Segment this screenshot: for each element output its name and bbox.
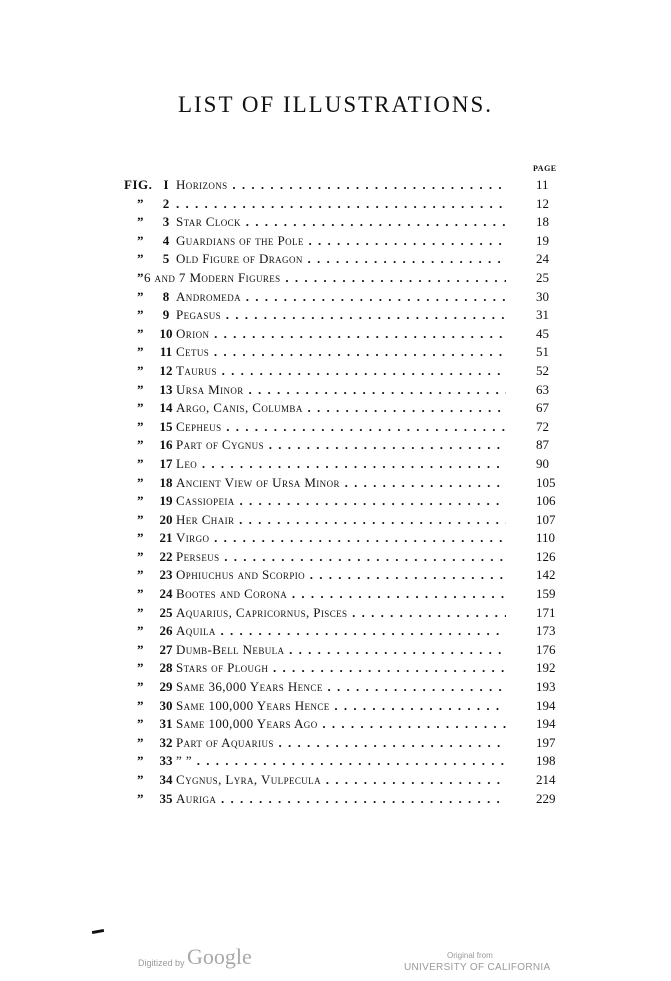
figure-title: Cygnus, Lyra, Vulpecula . . . bbox=[176, 771, 506, 790]
figure-number: 16 bbox=[159, 437, 173, 453]
ditto-mark: ” bbox=[137, 660, 144, 676]
ditto-mark: ” bbox=[137, 679, 144, 695]
figure-number: 33 bbox=[159, 753, 173, 769]
figure-title: Old Figure of Dragon . . . bbox=[176, 250, 506, 269]
ditto-mark: ” bbox=[137, 493, 144, 509]
page-number: 87 bbox=[536, 437, 549, 453]
page-number: 72 bbox=[536, 418, 549, 434]
page-number: 110 bbox=[536, 530, 556, 546]
list-item bbox=[124, 566, 564, 585]
ditto-mark: ” bbox=[137, 586, 144, 602]
ditto-mark: ” bbox=[137, 325, 144, 341]
list-item bbox=[124, 752, 564, 771]
ditto-mark: ” bbox=[137, 604, 144, 620]
figure-number: 2 bbox=[162, 195, 170, 211]
figure-number: 23 bbox=[159, 567, 173, 583]
list-item bbox=[124, 659, 564, 678]
ditto-mark: ” bbox=[137, 734, 144, 750]
figure-number: 10 bbox=[159, 325, 173, 341]
page-number: 67 bbox=[536, 400, 549, 416]
figure-title: Aquila . . . bbox=[176, 622, 506, 641]
page-number: 63 bbox=[536, 381, 549, 397]
figure-title: Cassiopeia . . . bbox=[176, 492, 506, 511]
figure-title: 6 and 7 Modern Figures . . . bbox=[144, 269, 506, 288]
page-number: 192 bbox=[536, 660, 556, 676]
figure-title: Horizons . . . bbox=[176, 176, 506, 195]
ditto-mark: ” bbox=[137, 307, 144, 323]
figure-number: 28 bbox=[159, 660, 173, 676]
ditto-mark: ” bbox=[137, 530, 144, 546]
list-item bbox=[124, 362, 564, 381]
list-item bbox=[124, 343, 564, 362]
list-item bbox=[124, 678, 564, 697]
university-label: UNIVERSITY OF CALIFORNIA bbox=[404, 962, 551, 973]
ditto-mark: ” bbox=[137, 437, 144, 453]
figure-number: 29 bbox=[159, 679, 173, 695]
page-number: 126 bbox=[536, 548, 556, 564]
figure-title: Ophiuchus and Scorpio . . . bbox=[176, 566, 506, 585]
page-number: 90 bbox=[536, 455, 549, 471]
figure-title: Auriga . . . bbox=[176, 790, 506, 809]
list-item bbox=[124, 232, 564, 251]
figure-title: Her Chair . . . bbox=[176, 511, 506, 530]
original-from-label: Original from bbox=[447, 951, 493, 960]
list-item bbox=[124, 511, 564, 530]
figure-title: ” ” . . . bbox=[176, 752, 506, 771]
ditto-mark: ” bbox=[137, 362, 144, 378]
figure-number: 21 bbox=[159, 530, 173, 546]
page-number: 159 bbox=[536, 586, 556, 602]
figure-title: Guardians of the Pole . . . bbox=[176, 232, 506, 251]
figure-title: Ursa Minor . . . bbox=[176, 381, 506, 400]
figure-number: 15 bbox=[159, 418, 173, 434]
figure-title: Taurus . . . bbox=[176, 362, 506, 381]
figure-title: Andromeda . . . bbox=[176, 288, 506, 307]
figure-number: 27 bbox=[159, 641, 173, 657]
list-item bbox=[124, 585, 564, 604]
page-number: 12 bbox=[536, 195, 549, 211]
ditto-mark: ” bbox=[137, 790, 144, 806]
ditto-mark: ” bbox=[137, 400, 144, 416]
figure-number: 9 bbox=[162, 307, 170, 323]
page-number: 176 bbox=[536, 641, 556, 657]
page-number: 197 bbox=[536, 734, 556, 750]
list-item bbox=[124, 288, 564, 307]
page-number: 52 bbox=[536, 362, 549, 378]
figure-title: Orion . . . bbox=[176, 325, 506, 344]
figure-title: Star Clock . . . bbox=[176, 213, 506, 232]
list-item bbox=[124, 381, 564, 400]
list-item bbox=[124, 622, 564, 641]
ditto-mark: ” bbox=[137, 344, 144, 360]
figure-title: Cepheus . . . bbox=[176, 418, 506, 437]
figure-number: 20 bbox=[159, 511, 173, 527]
page-number: 142 bbox=[536, 567, 556, 583]
figure-title: Perseus . . . bbox=[176, 548, 506, 567]
figure-number: 3 bbox=[162, 214, 170, 230]
page-number: 173 bbox=[536, 623, 556, 639]
figure-number: 25 bbox=[159, 604, 173, 620]
figure-number: 30 bbox=[159, 697, 173, 713]
list-item bbox=[124, 436, 564, 455]
page-number: 214 bbox=[536, 772, 556, 787]
list-item bbox=[124, 474, 564, 493]
page-number: 194 bbox=[536, 697, 556, 713]
figure-title: Same 100,000 Years Ago . . . bbox=[176, 715, 506, 734]
figure-title: Stars of Plough . . . bbox=[176, 659, 506, 678]
list-item bbox=[124, 195, 564, 214]
figure-title bbox=[176, 195, 506, 214]
ditto-mark: ” bbox=[137, 381, 144, 397]
list-item bbox=[124, 641, 564, 660]
page-title: LIST OF ILLUSTRATIONS. bbox=[177, 92, 494, 117]
list-item bbox=[124, 734, 564, 753]
fig-label: FIG. bbox=[124, 177, 153, 192]
figure-title: Leo . . . bbox=[176, 455, 506, 474]
list-item bbox=[124, 771, 564, 790]
figure-number: 4 bbox=[162, 232, 170, 248]
figure-title: Same 36,000 Years Hence . . . bbox=[176, 678, 506, 697]
figure-title: Argo, Canis, Columba . . . bbox=[176, 399, 506, 418]
page-number: 194 bbox=[536, 716, 556, 732]
ditto-mark: ” bbox=[137, 623, 144, 639]
list-item bbox=[124, 790, 564, 809]
list-item bbox=[124, 604, 564, 623]
page-number: 193 bbox=[536, 679, 556, 695]
list-item bbox=[124, 492, 564, 511]
ditto-mark: ” bbox=[137, 251, 144, 267]
ditto-mark: ” bbox=[137, 548, 144, 564]
ditto-mark: ” bbox=[137, 455, 144, 471]
figure-title: Same 100,000 Years Hence . . . bbox=[176, 697, 506, 716]
page-number: 107 bbox=[536, 511, 556, 527]
figure-title: Part of Aquarius . . . bbox=[176, 734, 506, 753]
list-item bbox=[124, 697, 564, 716]
list-item bbox=[124, 418, 564, 437]
ditto-mark: ” bbox=[137, 214, 144, 230]
page-number: 25 bbox=[536, 269, 549, 285]
figure-number: 13 bbox=[159, 381, 173, 397]
ditto-mark: ” bbox=[137, 511, 144, 527]
ditto-mark: ” bbox=[137, 269, 144, 285]
figure-number: 11 bbox=[159, 344, 173, 360]
figure-number: 35 bbox=[159, 790, 173, 806]
figure-title: Part of Cygnus . . . bbox=[176, 436, 506, 455]
google-logo: Google bbox=[187, 944, 252, 969]
ditto-mark: ” bbox=[137, 641, 144, 657]
page-number: 229 bbox=[536, 790, 556, 806]
figure-number: 5 bbox=[162, 251, 170, 267]
ditto-mark: ” bbox=[137, 567, 144, 583]
figure-number: 17 bbox=[159, 455, 173, 471]
list-item bbox=[124, 269, 564, 288]
page-number: 31 bbox=[536, 307, 549, 323]
digitized-by-label: Digitized by bbox=[138, 958, 185, 968]
figure-title: Dumb-Bell Nebula . . . bbox=[176, 641, 506, 660]
page-number: 30 bbox=[536, 288, 549, 304]
ditto-mark: ” bbox=[137, 697, 144, 713]
figure-title: Cetus . . . bbox=[176, 343, 506, 362]
figure-number: I bbox=[163, 177, 169, 192]
list-item bbox=[124, 306, 564, 325]
figure-number: 18 bbox=[159, 474, 173, 490]
page-number: 18 bbox=[536, 214, 549, 230]
figure-title: Ancient View of Ursa Minor . . . bbox=[176, 474, 506, 493]
ditto-mark: ” bbox=[137, 195, 144, 211]
page-number: 171 bbox=[536, 604, 556, 620]
figure-number: 32 bbox=[159, 734, 173, 750]
figure-title: Virgo . . . bbox=[176, 529, 506, 548]
page-number: 106 bbox=[536, 493, 556, 509]
figure-number: 26 bbox=[159, 623, 173, 639]
page-number: 24 bbox=[536, 251, 549, 267]
list-item bbox=[124, 399, 564, 418]
figure-number: 24 bbox=[159, 586, 173, 602]
list-item bbox=[124, 176, 564, 195]
figure-title: Bootes and Corona . . . bbox=[176, 585, 506, 604]
figure-number: 34 bbox=[159, 772, 173, 787]
page-number: 45 bbox=[536, 325, 549, 341]
illustrations-list bbox=[124, 176, 564, 808]
list-item bbox=[124, 213, 564, 232]
page-number: 11 bbox=[536, 177, 549, 192]
ditto-mark: ” bbox=[137, 753, 144, 769]
ditto-mark: ” bbox=[137, 474, 144, 490]
figure-number: 12 bbox=[159, 362, 173, 378]
figure-number: 14 bbox=[159, 400, 173, 416]
figure-number: 19 bbox=[159, 493, 173, 509]
figure-title: Pegasus . . . bbox=[176, 306, 506, 325]
ditto-mark: ” bbox=[137, 772, 144, 787]
page-number: 198 bbox=[536, 753, 556, 769]
page-column-header: PAGE bbox=[533, 164, 557, 173]
page-number: 51 bbox=[536, 344, 549, 360]
figure-title: Aquarius, Capricornus, Pisces . . . bbox=[176, 604, 506, 623]
figure-number: 22 bbox=[159, 548, 173, 564]
ditto-mark: ” bbox=[137, 716, 144, 732]
list-item bbox=[124, 455, 564, 474]
list-item bbox=[124, 529, 564, 548]
list-item bbox=[124, 548, 564, 567]
figure-number: 31 bbox=[159, 716, 173, 732]
ditto-mark: ” bbox=[137, 232, 144, 248]
ditto-mark: ” bbox=[137, 418, 144, 434]
figure-number: 8 bbox=[162, 288, 170, 304]
ditto-mark: ” bbox=[137, 288, 144, 304]
list-item bbox=[124, 715, 564, 734]
ink-mark bbox=[92, 929, 104, 934]
page-number: 105 bbox=[536, 474, 556, 490]
list-item bbox=[124, 325, 564, 344]
page-number: 19 bbox=[536, 232, 549, 248]
list-item bbox=[124, 250, 564, 269]
